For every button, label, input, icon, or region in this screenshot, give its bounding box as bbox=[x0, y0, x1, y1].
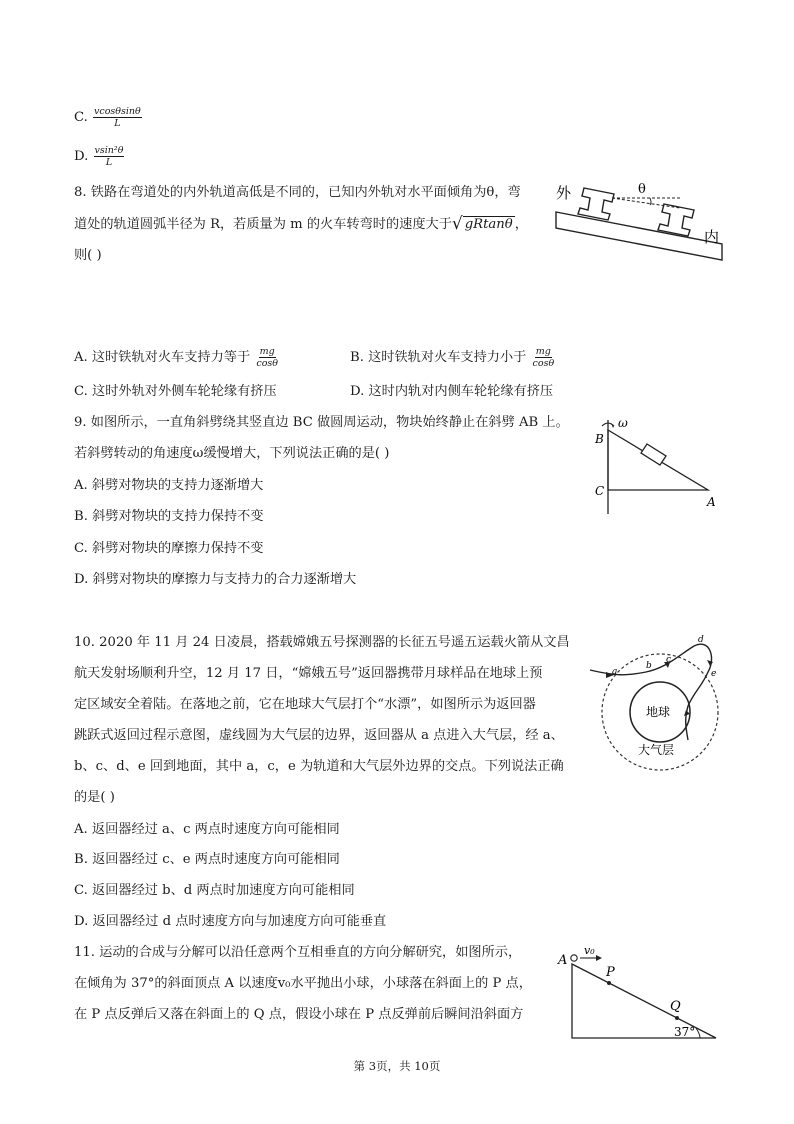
q7-option-d-denominator: L bbox=[105, 157, 113, 168]
q10-line-6: 的是( ) bbox=[74, 790, 115, 805]
label-q: Q bbox=[670, 999, 681, 1014]
q8-line-2-comma: ， bbox=[514, 217, 528, 232]
label-a: A bbox=[707, 495, 716, 509]
q8-option-b bbox=[350, 346, 555, 369]
outer-rail bbox=[578, 188, 614, 220]
inner-rail bbox=[658, 204, 694, 236]
q7-option-c-fraction bbox=[93, 106, 142, 129]
ball bbox=[571, 955, 577, 961]
q8-option-a-denominator: cosθ bbox=[256, 358, 279, 369]
q10-option-a: A. 返回器经过 a、c 两点时速度方向可能相同 bbox=[74, 822, 340, 837]
page-footer: 第 3页，共 10页 bbox=[353, 1059, 441, 1073]
radical-sign: √ bbox=[451, 214, 463, 234]
q9-option-a: A. 斜劈对物块的支持力逐渐增大 bbox=[74, 478, 264, 493]
q8-option-b-fraction bbox=[532, 346, 556, 369]
point-a: a bbox=[612, 667, 618, 677]
q8-option-b-numerator: mg bbox=[535, 346, 551, 357]
earth-label: 地球 bbox=[646, 705, 671, 719]
q8-option-a-numerator: mg bbox=[259, 346, 275, 357]
point-d: d bbox=[698, 635, 704, 645]
q9-line-1: 9. 如图所示，一直角斜劈绕其竖直边 BC 做圆周运动，物块始终静止在斜劈 AB 上。 bbox=[74, 415, 569, 430]
point-e: e bbox=[711, 669, 717, 679]
q7-option-c-denominator: L bbox=[114, 118, 121, 129]
q7-option-d bbox=[74, 145, 124, 168]
q10-line-2: 航天发射场顺利升空，12 月 17 日，“嫦娥五号”返回器携带月球样品在地球上预 bbox=[74, 666, 543, 681]
theta-label: θ bbox=[638, 182, 646, 197]
label-v0: v₀ bbox=[584, 944, 595, 957]
q8-option-a bbox=[74, 346, 279, 369]
rail-sleeper bbox=[556, 212, 722, 260]
q8-option-b-text: B. 这时铁轨对火车支持力小于 bbox=[350, 350, 527, 365]
q8-line-2 bbox=[74, 215, 528, 234]
q11-line-2: 在倾角为 37°的斜面顶点 A 以速度v₀水平抛出小球，小球落在斜面上的 P 点， bbox=[74, 976, 532, 991]
point-p-dot bbox=[607, 981, 611, 985]
label-a: A bbox=[558, 953, 568, 968]
point-b: b bbox=[646, 661, 652, 671]
velocity-arrowhead bbox=[596, 955, 602, 961]
q10-line-5: b、c、d、e 回到地面，其中 a，c，e 为轨道和大气层外边界的交点。下列说法正确 bbox=[74, 759, 564, 774]
q10-line-1: 10. 2020 年 11 月 24 日凌晨，搭载嫦娥五号探测器的长征五号遥五运载火箭从文昌 bbox=[74, 635, 570, 650]
label-p: P bbox=[606, 965, 615, 980]
q8-option-d: D. 这时内轨对内侧车轮轮缘有挤压 bbox=[350, 384, 554, 399]
q8-option-a-text: A. 这时铁轨对火车支持力等于 bbox=[74, 350, 251, 365]
q8-option-b-denominator: cosθ bbox=[532, 358, 555, 369]
q10-option-d: D. 返回器经过 d 点时速度方向与加速度方向可能垂直 bbox=[74, 914, 387, 929]
q10-line-4: 跳跃式返回过程示意图，虚线圆为大气层的边界，返回器从 a 点进入大气层，经 a、 bbox=[74, 728, 564, 743]
q9-line-2: 若斜劈转动的角速度ω缓慢增大，下列说法正确的是( ) bbox=[74, 446, 390, 461]
point-c: c bbox=[666, 655, 672, 665]
label-b: B bbox=[595, 432, 604, 446]
q7-option-d-numerator: vsin²θ bbox=[94, 145, 124, 156]
q8-line-2-text: 道处的轨道圆弧半径为 R，若质量为 m 的火车转弯时的速度大于 bbox=[74, 217, 452, 232]
q8-rail-figure bbox=[552, 178, 732, 270]
q9-wedge-figure bbox=[592, 416, 724, 516]
q8-sqrt-expression: gRtanθ bbox=[464, 217, 513, 232]
angle-arc bbox=[650, 198, 651, 205]
q9-option-d: D. 斜劈对物块的摩擦力与支持力的合力逐渐增大 bbox=[74, 572, 357, 587]
q9-option-c: C. 斜劈对物块的摩擦力保持不变 bbox=[74, 541, 264, 556]
point-q-dot bbox=[675, 1016, 679, 1020]
q8-option-c: C. 这时外轨对外侧车轮轮缘有挤压 bbox=[74, 384, 277, 399]
q10-option-b: B. 返回器经过 c、e 两点时速度方向可能相同 bbox=[74, 852, 340, 867]
omega-label: ω bbox=[618, 416, 628, 430]
q7-option-d-fraction bbox=[94, 145, 125, 168]
q10-line-3: 定区域安全着陆。在落地之前，它在地球大气层打个“水漂”，如图所示为返回器 bbox=[74, 697, 536, 712]
q10-reentry-figure bbox=[586, 632, 726, 772]
label-c: C bbox=[595, 484, 605, 498]
q11-line-3: 在 P 点反弹后又落在斜面上的 Q 点，假设小球在 P 点反弹前后瞬间沿斜面方 bbox=[74, 1007, 524, 1022]
q8-line-1: 8. 铁路在弯道处的内外轨道高低是不同的，已知内外轨对水平面倾角为θ，弯 bbox=[74, 185, 521, 200]
q8-line-3: 则( ) bbox=[74, 248, 102, 263]
angle-label: 37° bbox=[674, 1025, 696, 1039]
q7-option-c bbox=[74, 106, 142, 129]
q11-incline-figure bbox=[556, 944, 724, 1044]
return-trajectory bbox=[590, 644, 712, 740]
q8-option-a-fraction bbox=[255, 346, 279, 369]
q7-option-c-numerator: vcosθsinθ bbox=[94, 106, 141, 117]
inner-label: 内 bbox=[704, 228, 720, 246]
atmosphere-label: 大气层 bbox=[638, 743, 675, 757]
q9-option-b: B. 斜劈对物块的支持力保持不变 bbox=[74, 509, 264, 524]
incline-dashed-line bbox=[612, 198, 680, 208]
q7-option-c-label: C. bbox=[74, 110, 88, 125]
q10-option-c: C. 返回器经过 b、d 两点时加速度方向可能相同 bbox=[74, 883, 355, 898]
outer-label: 外 bbox=[556, 184, 572, 202]
q7-option-d-label: D. bbox=[74, 149, 89, 164]
q11-line-1: 11. 运动的合成与分解可以沿任意两个互相垂直的方向分解研究，如图所示， bbox=[74, 945, 522, 960]
block bbox=[641, 444, 666, 465]
